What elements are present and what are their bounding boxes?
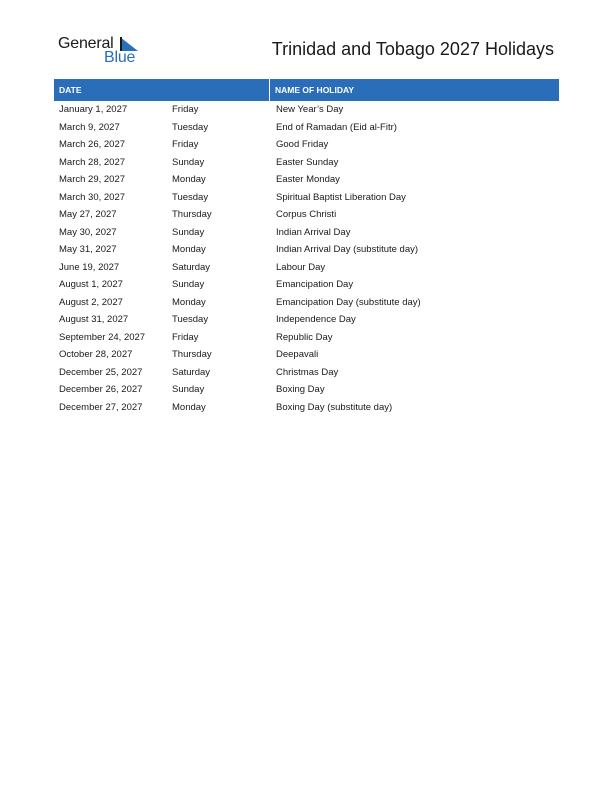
holiday-weekday: Thursday bbox=[172, 209, 212, 220]
table-row bbox=[54, 364, 559, 382]
table-header bbox=[54, 79, 559, 101]
holiday-date: March 26, 2027 bbox=[59, 139, 126, 150]
holiday-date: March 28, 2027 bbox=[59, 156, 126, 168]
holiday-weekday: Tuesday bbox=[172, 191, 209, 203]
holiday-name: End of Ramadan (Eid al-Fitr) bbox=[276, 121, 397, 133]
table-row bbox=[54, 276, 559, 294]
table-row bbox=[54, 101, 559, 119]
holiday-name: Spiritual Baptist Liberation Day bbox=[276, 191, 406, 203]
holiday-weekday: Tuesday bbox=[172, 314, 209, 325]
holiday-weekday: Sunday bbox=[172, 279, 205, 290]
table-body bbox=[54, 101, 559, 416]
generalblue-logo bbox=[58, 34, 148, 68]
holiday-weekday: Monday bbox=[172, 244, 206, 255]
holiday-name: Easter Monday bbox=[276, 174, 340, 185]
holiday-weekday: Saturday bbox=[172, 261, 211, 273]
holiday-weekday: Sunday bbox=[172, 384, 205, 395]
table-row bbox=[54, 346, 559, 364]
holiday-name: New Year’s Day bbox=[276, 104, 344, 115]
holiday-weekday: Monday bbox=[172, 296, 206, 308]
table-row bbox=[54, 241, 559, 259]
holiday-weekday: Sunday bbox=[172, 226, 205, 238]
holiday-name: Boxing Day (substitute day) bbox=[276, 401, 393, 413]
holiday-weekday: Thursday bbox=[172, 349, 212, 360]
holiday-weekday: Friday bbox=[172, 331, 199, 343]
holiday-date: March 29, 2027 bbox=[59, 174, 126, 185]
table-row bbox=[54, 136, 559, 154]
holiday-date: August 1, 2027 bbox=[59, 279, 123, 290]
holiday-date: December 26, 2027 bbox=[59, 384, 143, 395]
holiday-name: Indian Arrival Day (substitute day) bbox=[276, 244, 419, 255]
column-header-holiday-name: NAME OF HOLIDAY bbox=[275, 85, 355, 95]
holiday-date: June 19, 2027 bbox=[59, 261, 120, 273]
holiday-name: Christmas Day bbox=[276, 366, 339, 378]
table-row bbox=[54, 329, 559, 347]
holiday-weekday: Friday bbox=[172, 104, 199, 115]
holiday-date: September 24, 2027 bbox=[59, 331, 146, 343]
holiday-date: May 31, 2027 bbox=[59, 244, 117, 255]
table-row bbox=[54, 381, 559, 399]
holiday-weekday: Saturday bbox=[172, 366, 211, 378]
logo-text-blue: Blue bbox=[104, 49, 136, 66]
holiday-name: Emancipation Day bbox=[276, 279, 354, 290]
holiday-date: March 9, 2027 bbox=[59, 121, 120, 133]
holiday-date: December 25, 2027 bbox=[59, 366, 143, 378]
holiday-weekday: Tuesday bbox=[172, 121, 209, 133]
table-row bbox=[54, 224, 559, 242]
logo-text-general: General bbox=[58, 35, 114, 52]
holiday-date: August 2, 2027 bbox=[59, 296, 123, 308]
holiday-date: December 27, 2027 bbox=[59, 401, 143, 413]
holiday-date: May 27, 2027 bbox=[59, 209, 117, 220]
holiday-name: Corpus Christi bbox=[276, 209, 337, 220]
holiday-name: Deepavali bbox=[276, 349, 319, 360]
holiday-date: October 28, 2027 bbox=[59, 349, 133, 360]
holiday-date: May 30, 2027 bbox=[59, 226, 117, 238]
column-header-date: DATE bbox=[54, 79, 270, 101]
holiday-weekday: Friday bbox=[172, 139, 199, 150]
holiday-date: August 31, 2027 bbox=[59, 314, 129, 325]
table-row bbox=[54, 206, 559, 224]
holiday-name: Republic Day bbox=[276, 331, 333, 343]
holiday-name: Indian Arrival Day bbox=[276, 226, 351, 238]
holiday-name: Good Friday bbox=[276, 139, 329, 150]
table-row bbox=[54, 189, 559, 207]
table-row bbox=[54, 294, 559, 312]
holiday-date: March 30, 2027 bbox=[59, 191, 126, 203]
table-row bbox=[54, 259, 559, 277]
holiday-name: Labour Day bbox=[276, 261, 326, 273]
table-row bbox=[54, 311, 559, 329]
table-row bbox=[54, 171, 559, 189]
holiday-name: Independence Day bbox=[276, 314, 356, 325]
holiday-date: January 1, 2027 bbox=[59, 104, 128, 115]
holiday-table bbox=[54, 79, 559, 416]
table-row bbox=[54, 119, 559, 137]
page-title: Trinidad and Tobago 2027 Holidays bbox=[271, 39, 554, 59]
holiday-name: Boxing Day bbox=[276, 384, 325, 395]
table-row bbox=[54, 399, 559, 417]
holiday-weekday: Monday bbox=[172, 174, 206, 185]
holiday-weekday: Monday bbox=[172, 401, 206, 413]
holiday-name: Easter Sunday bbox=[276, 156, 339, 168]
holiday-name: Emancipation Day (substitute day) bbox=[276, 296, 421, 308]
holiday-weekday: Sunday bbox=[172, 156, 205, 168]
table-row bbox=[54, 154, 559, 172]
